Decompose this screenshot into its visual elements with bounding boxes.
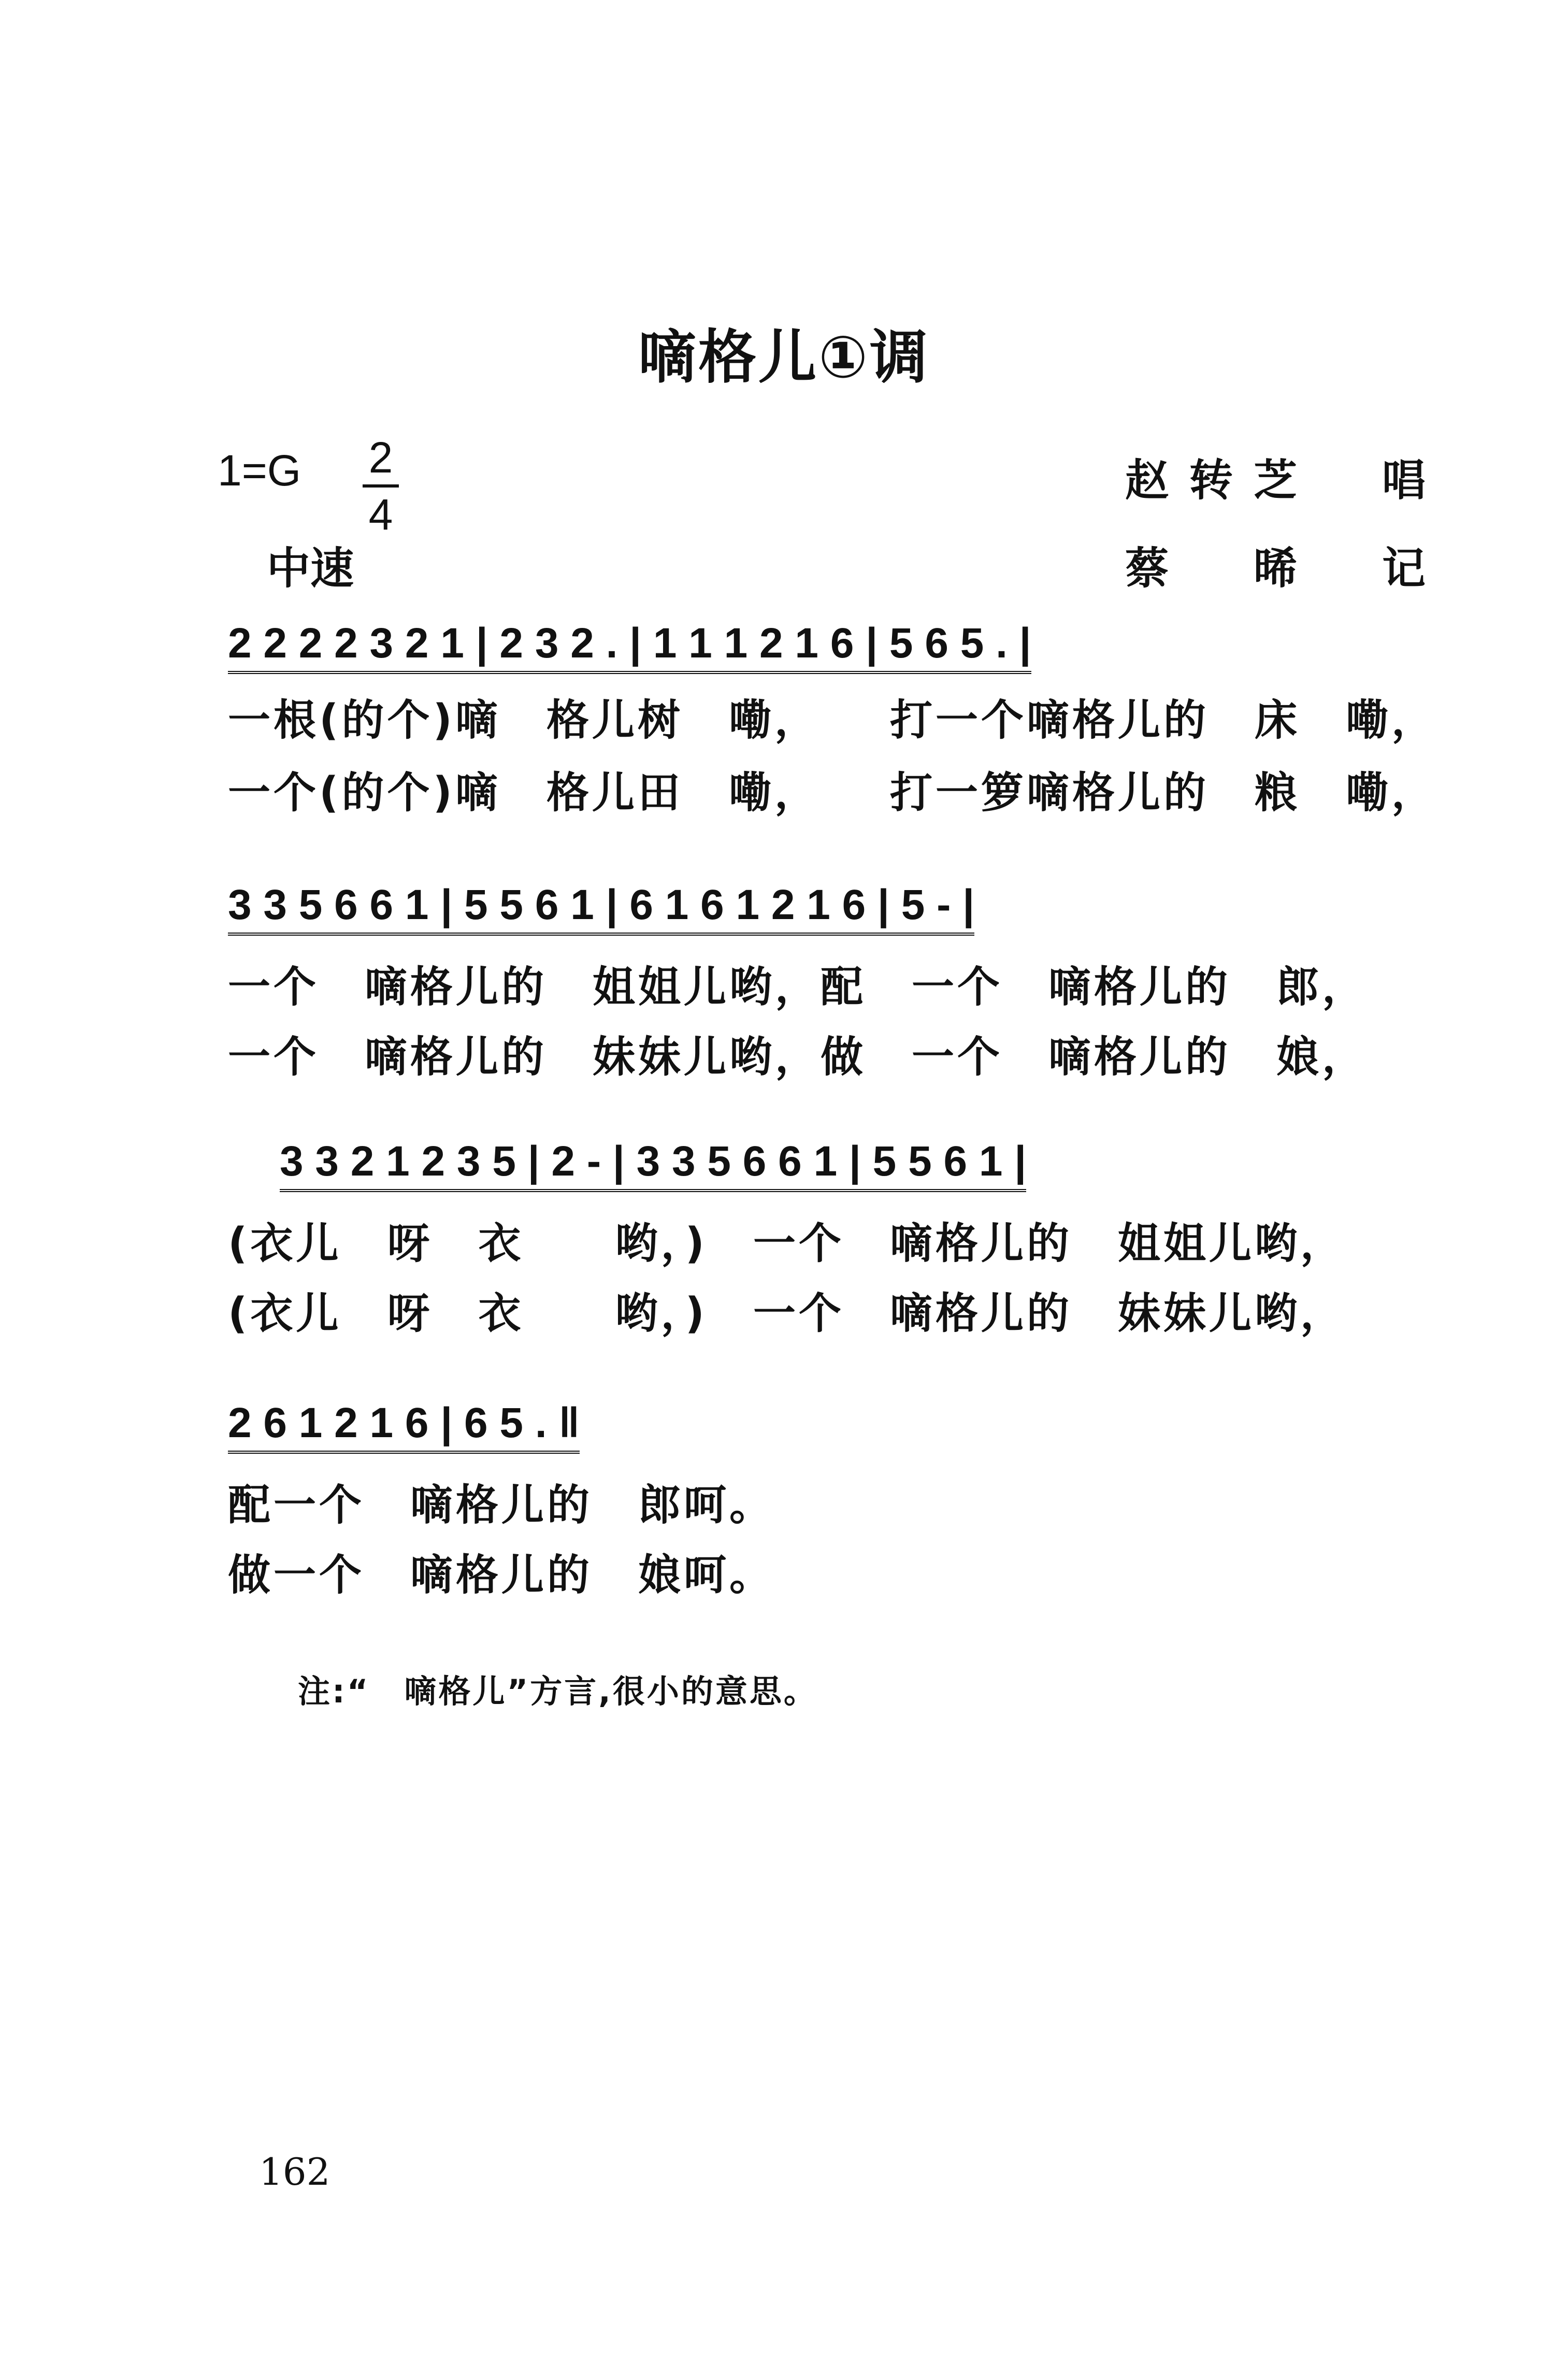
song-title: 嘀格儿①调 xyxy=(638,324,930,391)
tempo-marking: 中速 xyxy=(267,543,354,594)
time-signature-top: 2 xyxy=(368,433,393,482)
lyrics-line-1a: 一根(的个)嘀 格儿树 嘞， 打一个嘀格儿的 床 嘞， xyxy=(228,696,1437,745)
notation-text: 3 3 2 1 2 3 5 | 2 - | 3 3 5 6 6 1 | 5 5 6 1 | xyxy=(280,1137,1026,1192)
notation-line-4 xyxy=(228,1399,1466,1454)
notation-line-3 xyxy=(280,1137,1518,1192)
lyrics-line-3a: (衣儿 呀 衣 哟，) 一个 嘀格儿的 姐姐儿哟， xyxy=(228,1219,1346,1268)
notation-text: 2 6 1 2 1 6 | 6 5 . ‖ xyxy=(228,1399,580,1454)
lyrics-line-2a: 一个 嘀格儿的 姐姐儿哟，配 一个 嘀格儿的 郎， xyxy=(228,963,1368,1012)
singer-credit: 赵转芝 唱 xyxy=(1125,455,1446,506)
time-signature-bar xyxy=(363,484,399,488)
notation-text: 3 3 5 6 6 1 | 5 5 6 1 | 6 1 6 1 2 1 6 | 5 - | xyxy=(228,881,974,936)
recorder-credit: 蔡 晞 记 xyxy=(1125,543,1446,594)
lyrics-line-4a: 配一个 嘀格儿的 郎呵。 xyxy=(228,1481,775,1530)
time-signature-bottom: 4 xyxy=(368,490,393,539)
lyrics-line-3b: (衣儿 呀 衣 哟，) 一个 嘀格儿的 妹妹儿哟， xyxy=(228,1289,1346,1338)
key-signature: 1=G xyxy=(218,446,301,495)
lyrics-line-2b: 一个 嘀格儿的 妹妹儿哟，做 一个 嘀格儿的 娘， xyxy=(228,1033,1368,1082)
lyrics-line-4b: 做一个 嘀格儿的 娘呵。 xyxy=(228,1551,775,1600)
notation-line-1 xyxy=(228,619,1466,674)
page-number: 162 xyxy=(259,2150,330,2194)
time-signature xyxy=(363,433,399,539)
footnote: 注:“ 嘀格儿”方言,很小的意思。 xyxy=(298,1672,818,1710)
lyrics-line-1b: 一个(的个)嘀 格儿田 嘞， 打一箩嘀格儿的 粮 嘞， xyxy=(228,768,1437,818)
notation-line-2 xyxy=(228,881,1466,936)
notation-text: 2 2 2 2 3 2 1 | 2 3 2 . | 1 1 1 2 1 6 | 5 6 5 . | xyxy=(228,619,1031,674)
